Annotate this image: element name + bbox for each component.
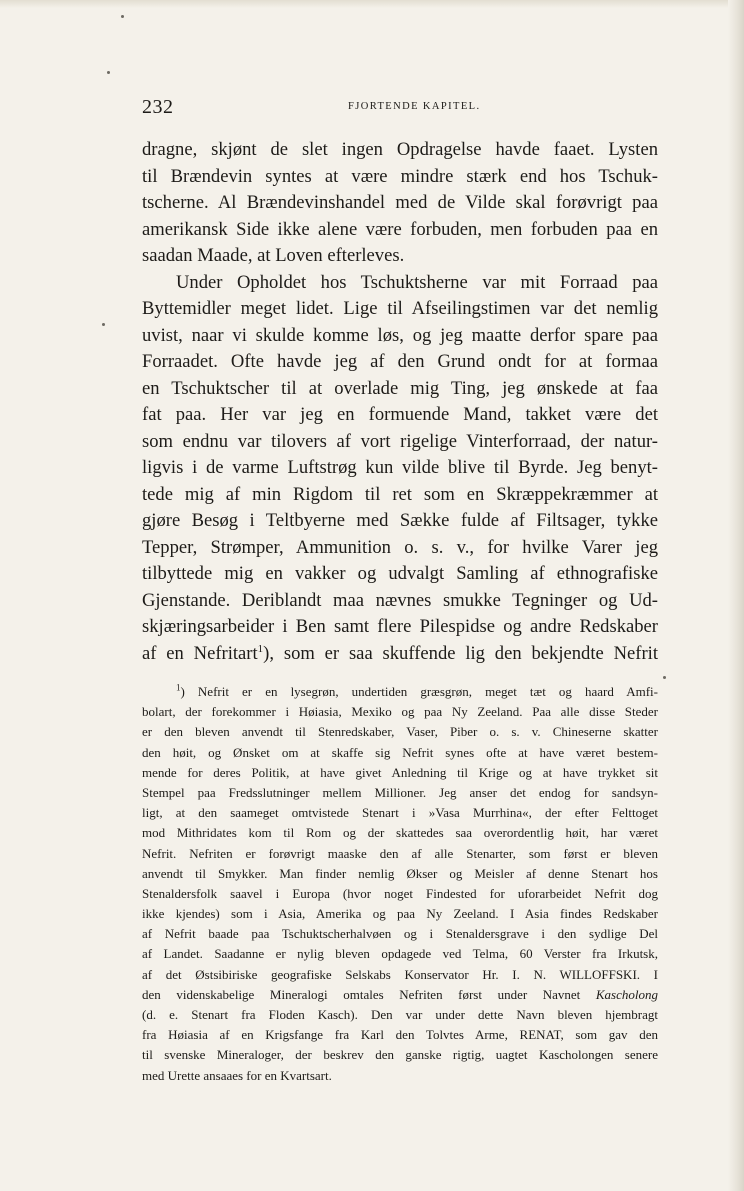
text-fragment: ), som er saa skuffende lig den bekjendte Nefrit [263, 642, 658, 664]
footnote-line: til svenske Mineraloger, der beskrev den ganske rigtig, uagtet Kascholongen senere [142, 1047, 658, 1063]
text-line: amerikansk Side ikke alene være forbuden, men forbuden paa en [142, 218, 658, 240]
footnote-line [142, 682, 658, 702]
footnote-line: af Nefrit baade paa Tschuktscherhalvøen og i Stenaldersgrave i den sydlige Del [142, 926, 658, 942]
footnote-line: af det Østsibiriske geografiske Selskabs Konservator Hr. I. N. WILLOFFSKI. I [142, 966, 658, 982]
footnote-marker: 1 [176, 682, 181, 693]
text-line: Tepper, Strømper, Ammunition o. s. v., for hvilke Varer jeg [142, 536, 658, 558]
text-line: som endnu var tilovers af vort rigelige Vinterforraad, der natur- [142, 430, 658, 452]
page-top-edge-shadow [0, 0, 744, 8]
footnote-line: (d. e. Stenart fra Floden Kasch). Den var under dette Navn bleven hjembragt [142, 1007, 658, 1022]
footnote-line: med Urette ansaaes for en Kvartsart. [142, 1067, 332, 1083]
main-text-block [142, 137, 658, 667]
footnote-text: den videnskabelige Mineralogi omtales Nefriten først under Navnet [142, 986, 596, 1002]
text-line: uvist, naar vi skulde komme løs, og jeg maatte derfor spare paa [142, 324, 658, 346]
running-title: FJORTENDE KAPITEL. [348, 101, 481, 112]
text-line: ligvis i de varme Luftstrøg kun vilde blive til Byrde. Jeg benyt- [142, 457, 658, 478]
footnote-line: mende for deres Politik, at have givet Anledning til Krige og at have trykket sit [142, 764, 658, 780]
speck-mark [663, 676, 666, 679]
footnote-line: anvendt til Smykker. Man finder nemlig Økser og Meisler af denne Stenart hos [142, 865, 658, 881]
text-line: Forraadet. Ofte havde jeg af den Grund ondt for at formaa [142, 351, 658, 372]
text-line-with-footnote-ref [142, 641, 658, 668]
text-line: skjæringsarbeider i Ben samt flere Pilespidse og andre Redskaber [142, 616, 658, 637]
footnote-line: mod Mithridates kom til Rom og der skattedes saa overordentlig høit, har været [142, 825, 658, 841]
text-line: gjøre Besøg i Teltbyerne med Sække fulde af Filtsager, tykke [142, 510, 658, 531]
footnote-line: ikke kjendes) som i Asia, Amerika og paa Ny Zeeland. I Asia findes Redskaber [142, 906, 658, 922]
text-line: Byttemidler meget lidet. Lige til Afseilingstimen var det nemlig [142, 298, 658, 319]
footnote-line: af Landet. Saadanne er nylig bleven opdagede ved Telma, 60 Verster fra Irkutsk, [142, 946, 658, 962]
footnote-line: fra Høiasia af en Krigsfange fra Karl den Tolvtes Arme, RENAT, som gav den [142, 1027, 658, 1043]
footnote-line: Nefrit. Nefriten er forøvrigt maaske den af alle Stenarter, som først er bleven [142, 845, 658, 861]
footnote-text: ) Nefrit er en lysegrøn, undertiden græsgrøn, meget tæt og haard Amfi- [180, 684, 658, 699]
footnote-line: er den bleven anvendt til Stenredskaber, Vaser, Piber o. s. v. Chineserne skatter [142, 724, 658, 740]
page-right-edge-shadow [728, 0, 744, 1191]
text-line: fat paa. Her var jeg en formuende Mand, takket være det [142, 404, 658, 425]
footnote-line: ligt, at den saameget omtvistede Stenart i »Vasa Murrhina«, der efter Felttoget [142, 805, 658, 821]
text-line: til Brændevin syntes at være mindre stærk end hos Tschuk- [142, 165, 658, 187]
text-line: tede mig af min Rigdom til ret som en Skræppekræmmer at [142, 483, 658, 505]
text-line: dragne, skjønt de slet ingen Opdragelse havde faaet. Lysten [142, 139, 658, 160]
text-fragment: af en Nefritart [142, 642, 258, 664]
speck-mark [102, 323, 105, 326]
footnote-line: bolart, der forekommer i Høiasia, Mexiko og paa Ny Zeeland. Paa alle disse Steder [142, 704, 658, 720]
speck-mark [121, 15, 124, 18]
page-number: 232 [142, 96, 174, 118]
text-line: en Tschuktscher til at overlade mig Ting, jeg ønskede at faa [142, 377, 658, 399]
footnote-block [142, 682, 658, 1086]
text-line: Gjenstande. Deriblandt maa nævnes smukke Tegninger og Ud- [142, 589, 658, 611]
page-header [142, 96, 658, 120]
italic-term: Kascholong [595, 986, 658, 1002]
text-line: Under Opholdet hos Tschuktsherne var mit Forraad paa [176, 271, 658, 293]
footnote-line: den høit, og Ønsket om at skaffe sig Nefrit synes ofte at have været bestem- [142, 744, 658, 760]
footnote-line: Stenaldersfolk saavel i Europa (hvor noget Findested for uforarbeidet Nefrit dog [142, 885, 658, 901]
footnote-reference[interactable]: 1 [257, 642, 264, 655]
text-line: tilbyttede mig en vakker og udvalgt Samling af ethnografiske [142, 563, 658, 584]
text-line: saadan Maade, at Loven efterleves. [142, 245, 405, 266]
text-line: tscherne. Al Brændevinshandel med de Vilde skal forøvrigt paa [142, 192, 658, 213]
speck-mark [107, 71, 110, 74]
footnote-line: Stempel paa Fredsslutninger mellem Millioner. Jeg anser det endog for sandsyn- [142, 784, 658, 800]
footnote-line [142, 985, 658, 1005]
